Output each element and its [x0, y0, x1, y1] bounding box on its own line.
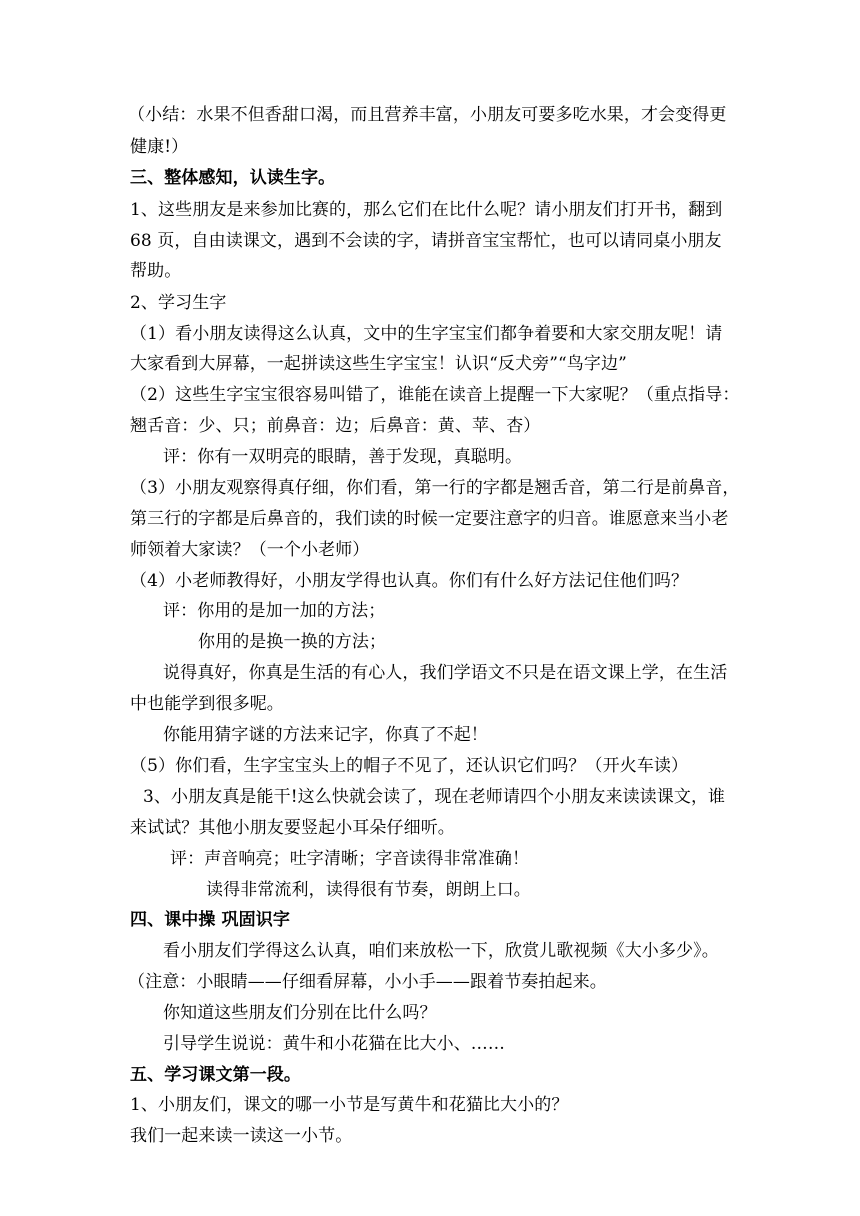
paragraph-line: 第三行的字都是后鼻音的，我们读的时候一定要注意字的归音。谁愿意来当小老: [130, 509, 729, 529]
paragraph-line: 3、小朋友真是能干!这么快就会读了，现在老师请四个小朋友来读读课文，谁: [143, 787, 726, 807]
paragraph-line: （3）小朋友观察得真仔细，你们看，第一行的字都是翘舌音，第二行是前鼻音，: [130, 478, 740, 498]
summary-line-2: 健康!）: [130, 137, 189, 157]
section-heading-5: 五、学习课文第一段。: [130, 1065, 301, 1085]
subheading-learn-characters: 2、学习生字: [130, 293, 227, 313]
paragraph-line: 引导学生说说：黄牛和小花猫在比大小、……: [163, 1034, 505, 1054]
comment-line: 读得非常流利，读得很有节奏，朗朗上口。: [206, 880, 531, 900]
paragraph-line: 1、这些朋友是来参加比赛的，那么它们在比什么呢？请小朋友们打开书，翻到: [130, 200, 723, 220]
paragraph-line: 说得真好，你真是生活的有心人，我们学语文不只是在语文课上学，在生活: [163, 663, 728, 683]
comment-line: 评：你有一双明亮的眼睛，善于发现，真聪明。: [163, 447, 523, 467]
comment-line: 评：声音响亮；吐字清晰；字音读得非常准确！: [170, 849, 530, 869]
paragraph-line: 大家看到大屏幕，一起拼读这些生字宝宝！认识“反犬旁”“鸟字边”: [130, 354, 627, 374]
paragraph-line: 68 页，自由读课文，遇到不会读的字，请拼音宝宝帮忙，也可以请同桌小朋友: [130, 231, 722, 251]
section-heading-3: 三、整体感知，认读生字。: [130, 168, 336, 188]
paragraph-line: 你知道这些朋友们分别在比什么吗？: [163, 1003, 437, 1023]
paragraph-line: （1）看小朋友读得这么认真，文中的生字宝宝们都争着要和大家交朋友呢！请: [130, 324, 723, 344]
paragraph-line: 1、小朋友们，课文的哪一小节是写黄牛和花猫比大小的？: [130, 1095, 569, 1115]
summary-line-1: （小结：水果不但香甜口渴，而且营养丰富，小朋友可要多吃水果，才会变得更: [128, 105, 727, 125]
comment-line: 评：你用的是加一加的方法；: [163, 601, 386, 621]
paragraph-line: （5）你们看，生字宝宝头上的帽子不见了，还认识它们吗？（开火车读）: [130, 756, 689, 776]
comment-line: 你用的是换一换的方法；: [198, 632, 387, 652]
paragraph-line: （2）这些生字宝宝很容易叫错了，谁能在读音上提醒一下大家呢？（重点指导：: [130, 385, 740, 405]
paragraph-line: 翘舌音：少、只；前鼻音：边；后鼻音：黄、苹、杏）: [130, 416, 541, 436]
paragraph-line: 来试试？其他小朋友要竖起小耳朵仔细听。: [130, 818, 455, 838]
paragraph-line: （4）小老师教得好，小朋友学得也认真。你们有什么好方法记住他们吗？: [130, 571, 689, 591]
paragraph-line: 中也能学到很多呢。: [130, 694, 284, 714]
paragraph-line: 帮助。: [130, 261, 182, 281]
paragraph-line: 师领着大家读？（一个小老师）: [130, 540, 370, 560]
paragraph-line: 你能用猜字谜的方法来记字，你真了不起！: [163, 725, 488, 745]
section-heading-4: 四、课中操 巩固识字: [130, 910, 290, 930]
paragraph-line: （注意：小眼睛——仔细看屏幕，小小手——跟着节奏拍起来。: [128, 972, 607, 992]
paragraph-line: 看小朋友们学得这么认真，咱们来放松一下，欣赏儿歌视频《大小多少》。: [163, 941, 719, 961]
paragraph-line: 我们一起来读一读这一小节。: [130, 1126, 353, 1146]
